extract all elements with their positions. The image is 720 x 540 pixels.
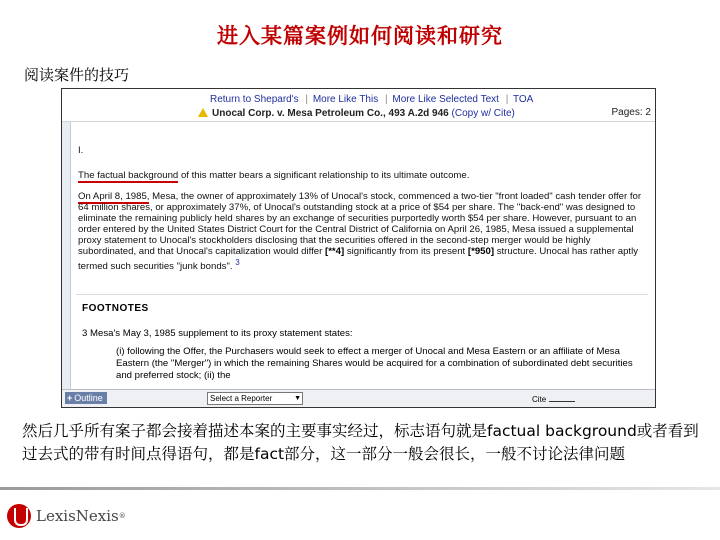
page-count: Pages: 2 [611,107,651,118]
footnote-ref[interactable]: 3 [235,258,240,267]
case-title: Unocal Corp. v. Mesa Petroleum Co., 493 A.2d 946 [212,108,449,119]
document-toolbar [62,89,655,122]
footnote-quote: (i) following the Offer, the Purchasers would seek to effect a merger of Unocal and Mesa Eastern or an affiliate of Mesa Eastern (the "Merger") in which the remaining Shares would be acquired for a combination of subordinated debt securities and preferred stock; (ii) the [116,346,633,381]
cite-input[interactable] [549,392,575,402]
footnotes-heading: FOOTNOTES [82,303,149,314]
pin-cite: [**4] [322,246,347,257]
logo-text: LexisNexis [36,507,119,525]
outline-label: Outline [74,393,103,403]
lexisnexis-logo-icon [7,504,31,528]
return-to-shepards-link[interactable]: Return to Shepard's [210,94,299,105]
facts-text-2: significantly from its present [346,246,466,257]
lead-sentence [78,170,650,181]
chevron-down-icon: ▼ [294,395,301,402]
outline-tab[interactable] [65,392,107,404]
case-document [78,145,650,272]
footnote-body [82,328,647,382]
nav-links [210,94,535,105]
footer-divider [0,487,720,490]
copy-with-cite-link[interactable]: (Copy w/ Cite) [451,108,515,119]
footnote-line: 3 Mesa's May 3, 1985 supplement to its proxy statement states: [82,328,353,339]
nav-separator: | [505,94,509,105]
page-jump-controls [532,392,575,404]
toa-link[interactable]: TOA [512,94,534,105]
plus-icon: + [67,393,73,403]
logo-registered: ® [118,512,126,520]
lexisnexis-logo [7,503,126,529]
left-panel-strip [62,89,71,407]
document-bottom-bar [62,389,655,407]
shepards-flag-icon[interactable] [198,108,208,117]
reporter-select-value: Select a Reporter [210,394,273,403]
date-phrase: On April 8, 1985, [78,191,150,202]
section-marker: I. [78,145,84,156]
nav-separator: | [305,94,309,105]
reporter-select[interactable] [207,392,303,405]
embedded-screenshot [61,88,656,408]
nav-separator: | [385,94,388,105]
more-like-this-link[interactable]: More Like This [312,94,379,105]
facts-text: Mesa, the owner of approximately 13% of Unocal's stock, commenced a two-tier "front loaded" cash tender offer for 64 million shares, or approximately 37%, of Unocal's outstanding stock at a price of $54 per share. The "back-end" was designed to eliminate the remaining publicly held shares by an exchange of securities purportedly worth $54 per share. However, pursuant to an order entered by the United States District Court for the Central District of California on April 26, 1985, Mesa issued a supplemental proxy statement to Unocal's stockholders disclosing that the securities offered in the second-step merger would be highly subordinated, and that Unocal's capitalization would differ [78,191,642,257]
facts-text-end: structure. Unocal has rather aptly termed such securities "junk bonds". [78,246,639,273]
cite-label: Cite [532,395,547,404]
case-citation [198,108,515,119]
explanation-text: 然后几乎所有案子都会接着描述本案的主要事实经过，标志语句就是factual background或者看到过去式的带有时间点得语句，都是fact部分，这一部分一般会很长，一般不讨论法律问题 [22,422,699,463]
facts-paragraph [78,191,650,272]
highlighted-phrase: The factual background [78,170,179,181]
slide-title: 进入某篇案例如何阅读和研究 [217,24,503,48]
pin-cite: [*950] [465,246,497,257]
lead-sentence-rest: of this matter bears a significant relationship to its ultimate outcome. [178,170,470,181]
slide-subtitle: 阅读案件的技巧 [24,66,130,84]
more-like-selected-link[interactable]: More Like Selected Text [392,94,499,105]
